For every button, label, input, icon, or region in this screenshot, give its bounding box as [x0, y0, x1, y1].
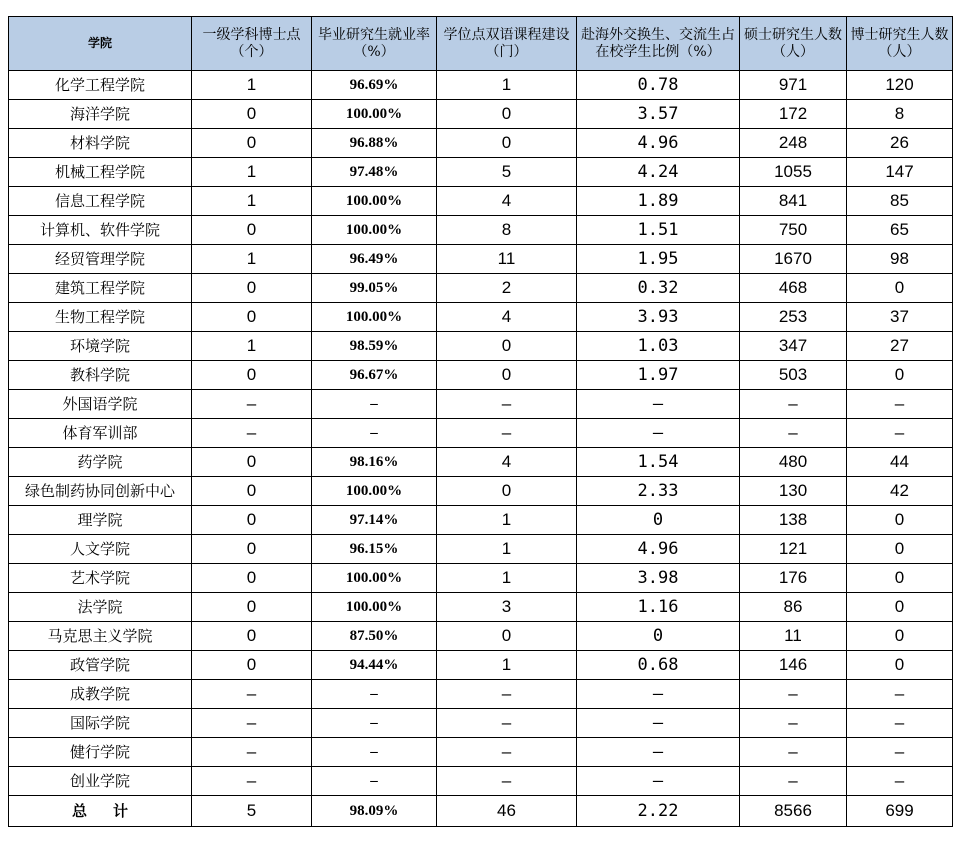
cell-phd-count: 0 — [847, 593, 953, 622]
cell-masters-count: 1055 — [740, 158, 847, 187]
cell-bilingual-courses: – — [437, 419, 577, 448]
cell-employment-rate: 98.59% — [312, 332, 437, 361]
cell-employment-rate: 100.00% — [312, 216, 437, 245]
cell-masters-count: 138 — [740, 506, 847, 535]
cell-phd-count: 8 — [847, 100, 953, 129]
header-college: 学院 — [9, 17, 192, 71]
header-masters-count: 硕士研究生人数（人） — [740, 17, 847, 71]
cell-bilingual-courses: – — [437, 738, 577, 767]
cell-exchange-ratio: – — [577, 709, 740, 738]
cell-college: 药学院 — [9, 448, 192, 477]
cell-employment-rate: 87.50% — [312, 622, 437, 651]
cell-college: 成教学院 — [9, 680, 192, 709]
cell-employment-rate: 96.69% — [312, 71, 437, 100]
cell-phd-count: – — [847, 738, 953, 767]
table-row — [9, 506, 953, 535]
cell-phd-points: – — [192, 767, 312, 796]
cell-college: 建筑工程学院 — [9, 274, 192, 303]
cell-phd-points: 0 — [192, 448, 312, 477]
cell-college: 健行学院 — [9, 738, 192, 767]
cell-bilingual-courses: – — [437, 390, 577, 419]
cell-phd-points: 0 — [192, 216, 312, 245]
cell-college: 法学院 — [9, 593, 192, 622]
cell-phd-points: 0 — [192, 564, 312, 593]
table-row — [9, 158, 953, 187]
table-row — [9, 361, 953, 390]
cell-college: 机械工程学院 — [9, 158, 192, 187]
table-row — [9, 622, 953, 651]
cell-college: 艺术学院 — [9, 564, 192, 593]
cell-exchange-ratio: 0 — [577, 622, 740, 651]
cell-masters-count: 750 — [740, 216, 847, 245]
cell-phd-count: 0 — [847, 651, 953, 680]
cell-exchange-ratio: 3.57 — [577, 100, 740, 129]
cell-phd-points: – — [192, 680, 312, 709]
graduate-stats-table — [8, 16, 953, 827]
table-row — [9, 477, 953, 506]
cell-phd-points: 0 — [192, 651, 312, 680]
table-row — [9, 651, 953, 680]
cell-phd-points: 0 — [192, 361, 312, 390]
cell-masters-count: 130 — [740, 477, 847, 506]
cell-masters-count: 248 — [740, 129, 847, 158]
cell-phd-count: 27 — [847, 332, 953, 361]
total-exchange-ratio: 2.22 — [577, 796, 740, 827]
cell-employment-rate: – — [312, 709, 437, 738]
cell-exchange-ratio: 3.98 — [577, 564, 740, 593]
cell-masters-count: 468 — [740, 274, 847, 303]
cell-phd-points: 0 — [192, 535, 312, 564]
cell-bilingual-courses: 3 — [437, 593, 577, 622]
cell-phd-count: – — [847, 390, 953, 419]
cell-employment-rate: 96.15% — [312, 535, 437, 564]
total-employment-rate: 98.09% — [312, 796, 437, 827]
cell-bilingual-courses: 1 — [437, 651, 577, 680]
cell-masters-count: 480 — [740, 448, 847, 477]
cell-phd-points: 0 — [192, 506, 312, 535]
cell-college: 人文学院 — [9, 535, 192, 564]
cell-college: 化学工程学院 — [9, 71, 192, 100]
cell-phd-count: 0 — [847, 274, 953, 303]
cell-masters-count: 841 — [740, 187, 847, 216]
cell-exchange-ratio: 0.78 — [577, 71, 740, 100]
cell-phd-count: 0 — [847, 622, 953, 651]
cell-employment-rate: 96.49% — [312, 245, 437, 274]
cell-phd-points: 0 — [192, 100, 312, 129]
cell-employment-rate: – — [312, 767, 437, 796]
cell-bilingual-courses: 4 — [437, 303, 577, 332]
cell-bilingual-courses: 4 — [437, 187, 577, 216]
table-row — [9, 100, 953, 129]
table-row — [9, 535, 953, 564]
cell-masters-count: 146 — [740, 651, 847, 680]
cell-masters-count: 1670 — [740, 245, 847, 274]
cell-phd-count: – — [847, 709, 953, 738]
cell-phd-points: 0 — [192, 129, 312, 158]
table-row — [9, 709, 953, 738]
cell-college: 计算机、软件学院 — [9, 216, 192, 245]
cell-exchange-ratio: 4.24 — [577, 158, 740, 187]
cell-college: 生物工程学院 — [9, 303, 192, 332]
cell-phd-count: – — [847, 767, 953, 796]
cell-bilingual-courses: 8 — [437, 216, 577, 245]
header-row — [9, 17, 953, 71]
total-row — [9, 796, 953, 827]
cell-phd-points: 0 — [192, 303, 312, 332]
cell-employment-rate: 97.48% — [312, 158, 437, 187]
cell-masters-count: 172 — [740, 100, 847, 129]
cell-masters-count: – — [740, 709, 847, 738]
cell-employment-rate: 99.05% — [312, 274, 437, 303]
cell-college: 信息工程学院 — [9, 187, 192, 216]
cell-employment-rate: 98.16% — [312, 448, 437, 477]
cell-bilingual-courses: 2 — [437, 274, 577, 303]
total-label: 总 计 — [9, 796, 192, 827]
cell-employment-rate: 100.00% — [312, 100, 437, 129]
table-row — [9, 448, 953, 477]
cell-exchange-ratio: 1.16 — [577, 593, 740, 622]
cell-employment-rate: 100.00% — [312, 187, 437, 216]
cell-employment-rate: 96.67% — [312, 361, 437, 390]
cell-phd-points: 1 — [192, 245, 312, 274]
cell-college: 体育军训部 — [9, 419, 192, 448]
cell-phd-count: 98 — [847, 245, 953, 274]
header-phd-count: 博士研究生人数（人） — [847, 17, 953, 71]
cell-bilingual-courses: 11 — [437, 245, 577, 274]
cell-bilingual-courses: – — [437, 680, 577, 709]
cell-college: 国际学院 — [9, 709, 192, 738]
cell-employment-rate: 96.88% — [312, 129, 437, 158]
cell-masters-count: 176 — [740, 564, 847, 593]
cell-exchange-ratio: 1.03 — [577, 332, 740, 361]
cell-bilingual-courses: – — [437, 709, 577, 738]
cell-exchange-ratio: 0.32 — [577, 274, 740, 303]
total-phd-count: 699 — [847, 796, 953, 827]
cell-bilingual-courses: 1 — [437, 564, 577, 593]
cell-phd-points: 0 — [192, 622, 312, 651]
cell-phd-count: – — [847, 680, 953, 709]
cell-exchange-ratio: 0 — [577, 506, 740, 535]
cell-masters-count: 11 — [740, 622, 847, 651]
cell-exchange-ratio: – — [577, 419, 740, 448]
cell-phd-count: 120 — [847, 71, 953, 100]
cell-bilingual-courses: 0 — [437, 129, 577, 158]
cell-college: 材料学院 — [9, 129, 192, 158]
cell-bilingual-courses: 0 — [437, 477, 577, 506]
header-phd-points: 一级学科博士点（个） — [192, 17, 312, 71]
cell-bilingual-courses: 0 — [437, 361, 577, 390]
table-row — [9, 216, 953, 245]
cell-masters-count: – — [740, 680, 847, 709]
cell-phd-points: 1 — [192, 71, 312, 100]
table-row — [9, 129, 953, 158]
cell-phd-count: 26 — [847, 129, 953, 158]
table-row — [9, 767, 953, 796]
table-row — [9, 187, 953, 216]
cell-bilingual-courses: 0 — [437, 622, 577, 651]
cell-exchange-ratio: 1.97 — [577, 361, 740, 390]
cell-masters-count: 503 — [740, 361, 847, 390]
cell-phd-count: 0 — [847, 535, 953, 564]
cell-bilingual-courses: 1 — [437, 535, 577, 564]
cell-phd-count: 85 — [847, 187, 953, 216]
cell-college: 环境学院 — [9, 332, 192, 361]
cell-college: 理学院 — [9, 506, 192, 535]
cell-employment-rate: – — [312, 390, 437, 419]
cell-phd-points: 1 — [192, 158, 312, 187]
cell-college: 绿色制药协同创新中心 — [9, 477, 192, 506]
cell-college: 外国语学院 — [9, 390, 192, 419]
header-bilingual-courses: 学位点双语课程建设（门） — [437, 17, 577, 71]
cell-employment-rate: 94.44% — [312, 651, 437, 680]
cell-exchange-ratio: 4.96 — [577, 129, 740, 158]
cell-college: 教科学院 — [9, 361, 192, 390]
cell-phd-count: 65 — [847, 216, 953, 245]
cell-bilingual-courses: 0 — [437, 100, 577, 129]
cell-phd-points: – — [192, 390, 312, 419]
cell-exchange-ratio: 2.33 — [577, 477, 740, 506]
table-row — [9, 303, 953, 332]
cell-college: 政管学院 — [9, 651, 192, 680]
cell-employment-rate: 100.00% — [312, 564, 437, 593]
cell-phd-count: – — [847, 419, 953, 448]
table-row — [9, 738, 953, 767]
cell-phd-points: 1 — [192, 332, 312, 361]
table-row — [9, 245, 953, 274]
cell-bilingual-courses: 0 — [437, 332, 577, 361]
cell-phd-points: – — [192, 738, 312, 767]
cell-masters-count: – — [740, 767, 847, 796]
cell-exchange-ratio: – — [577, 738, 740, 767]
cell-exchange-ratio: 1.54 — [577, 448, 740, 477]
cell-exchange-ratio: 4.96 — [577, 535, 740, 564]
cell-phd-count: 0 — [847, 506, 953, 535]
cell-phd-count: 37 — [847, 303, 953, 332]
table-row — [9, 274, 953, 303]
cell-masters-count: 86 — [740, 593, 847, 622]
cell-phd-count: 0 — [847, 361, 953, 390]
total-phd-points: 5 — [192, 796, 312, 827]
cell-phd-count: 147 — [847, 158, 953, 187]
cell-phd-count: 42 — [847, 477, 953, 506]
total-masters-count: 8566 — [740, 796, 847, 827]
table-row — [9, 593, 953, 622]
header-exchange-ratio: 赴海外交换生、交流生占在校学生比例（%） — [577, 17, 740, 71]
cell-exchange-ratio: 1.95 — [577, 245, 740, 274]
header-employment-rate: 毕业研究生就业率（%） — [312, 17, 437, 71]
cell-bilingual-courses: 1 — [437, 71, 577, 100]
cell-exchange-ratio: 1.51 — [577, 216, 740, 245]
cell-employment-rate: 100.00% — [312, 593, 437, 622]
cell-exchange-ratio: – — [577, 680, 740, 709]
cell-masters-count: 253 — [740, 303, 847, 332]
cell-employment-rate: 100.00% — [312, 477, 437, 506]
cell-college: 创业学院 — [9, 767, 192, 796]
table-body — [9, 71, 953, 827]
cell-exchange-ratio: – — [577, 390, 740, 419]
cell-masters-count: 121 — [740, 535, 847, 564]
table-row — [9, 564, 953, 593]
cell-exchange-ratio: – — [577, 767, 740, 796]
cell-masters-count: – — [740, 390, 847, 419]
cell-phd-points: 0 — [192, 274, 312, 303]
table-row — [9, 390, 953, 419]
table-row — [9, 332, 953, 361]
cell-phd-points: – — [192, 419, 312, 448]
cell-college: 海洋学院 — [9, 100, 192, 129]
stats-table-container — [8, 16, 953, 827]
table-header — [9, 17, 953, 71]
cell-phd-points: 0 — [192, 477, 312, 506]
table-row — [9, 419, 953, 448]
cell-masters-count: 347 — [740, 332, 847, 361]
table-row — [9, 71, 953, 100]
cell-bilingual-courses: – — [437, 767, 577, 796]
cell-college: 马克思主义学院 — [9, 622, 192, 651]
cell-bilingual-courses: 4 — [437, 448, 577, 477]
cell-employment-rate: – — [312, 738, 437, 767]
cell-bilingual-courses: 1 — [437, 506, 577, 535]
total-bilingual-courses: 46 — [437, 796, 577, 827]
cell-phd-points: – — [192, 709, 312, 738]
cell-employment-rate: – — [312, 419, 437, 448]
cell-exchange-ratio: 1.89 — [577, 187, 740, 216]
cell-employment-rate: 100.00% — [312, 303, 437, 332]
cell-phd-points: 0 — [192, 593, 312, 622]
cell-bilingual-courses: 5 — [437, 158, 577, 187]
cell-college: 经贸管理学院 — [9, 245, 192, 274]
cell-masters-count: – — [740, 419, 847, 448]
cell-phd-count: 0 — [847, 564, 953, 593]
table-row — [9, 680, 953, 709]
cell-exchange-ratio: 3.93 — [577, 303, 740, 332]
cell-employment-rate: 97.14% — [312, 506, 437, 535]
cell-phd-points: 1 — [192, 187, 312, 216]
cell-employment-rate: – — [312, 680, 437, 709]
cell-phd-count: 44 — [847, 448, 953, 477]
cell-masters-count: 971 — [740, 71, 847, 100]
cell-masters-count: – — [740, 738, 847, 767]
cell-exchange-ratio: 0.68 — [577, 651, 740, 680]
